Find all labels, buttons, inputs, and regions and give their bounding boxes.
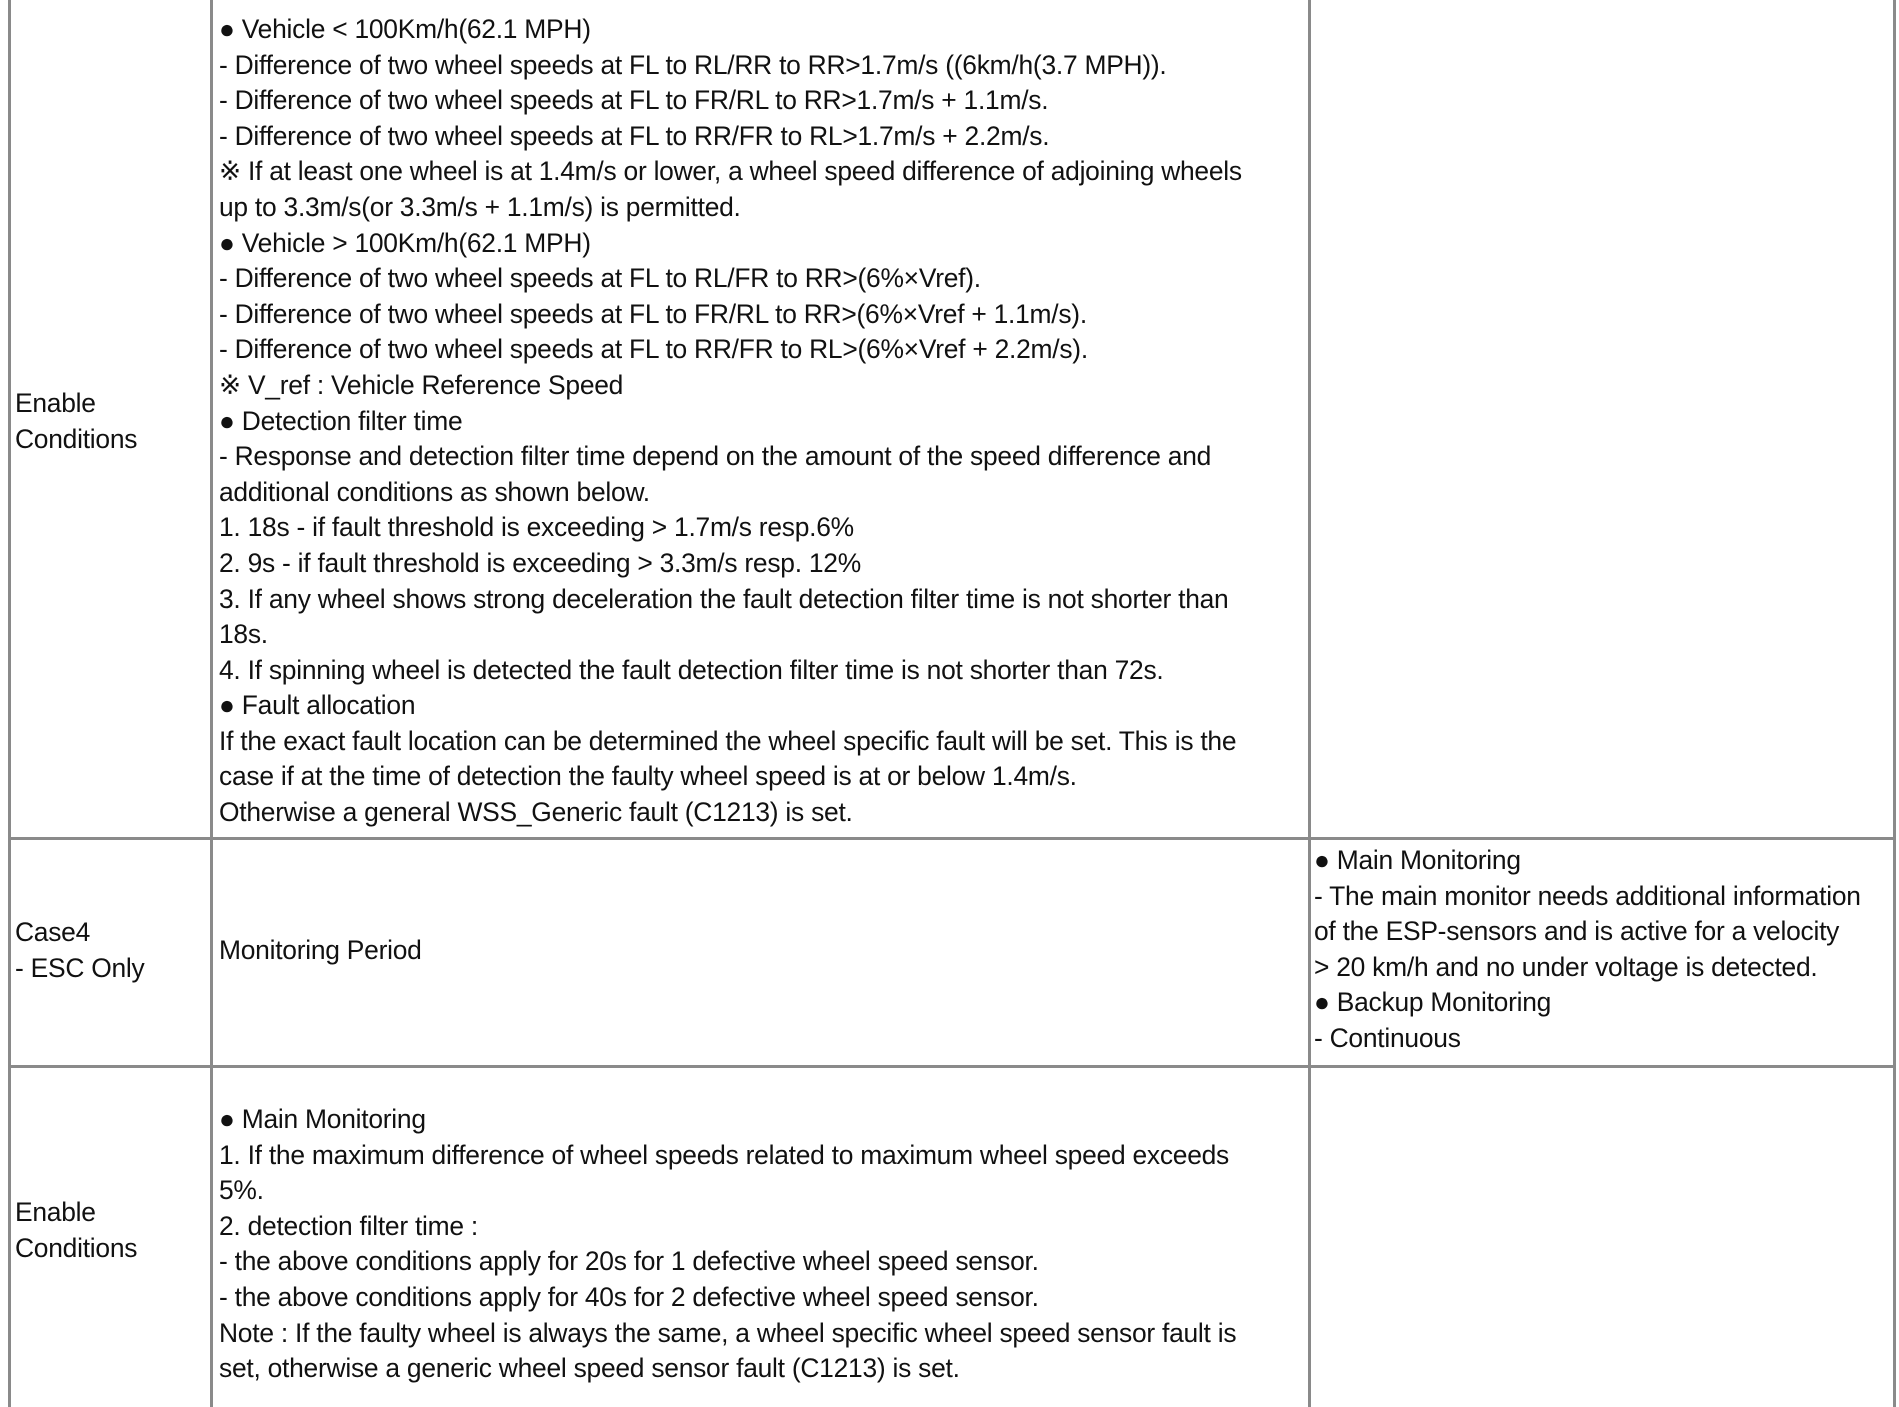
row-1-condition-line: - Response and detection filter time depend on the amount of the speed difference and	[219, 441, 1212, 472]
row-1-conditions-cell	[219, 12, 1242, 831]
row-1-condition-line: ※ V_ref : Vehicle Reference Speed	[219, 369, 624, 400]
row-3-condition-line: Note : If the faulty wheel is always the same, a wheel specific wheel speed sensor fault is	[219, 1317, 1237, 1348]
row-1-condition-line: ● Vehicle > 100Km/h(62.1 MPH)	[219, 227, 591, 258]
column-divider-1	[210, 0, 213, 1407]
row-1-condition-line: Otherwise a general WSS_Generic fault (C1213) is set.	[219, 797, 853, 828]
row-1-condition-line: up to 3.3m/s(or 3.3m/s + 1.1m/s) is permitted.	[219, 191, 741, 222]
row-3-label-line: Enable	[15, 1197, 96, 1227]
row-3-condition-line: 2. detection filter time :	[219, 1210, 478, 1241]
row-2-label-cell	[15, 915, 144, 986]
row-2-monitoring-line: - The main monitor needs additional information	[1314, 880, 1861, 911]
table-border-right	[1893, 0, 1896, 1407]
row-3-label-line: Conditions	[15, 1232, 138, 1263]
row-2-monitoring-cell	[1314, 843, 1861, 1057]
row-2-label-line: - ESC Only	[15, 952, 145, 983]
row-1-condition-line: 3. If any wheel shows strong deceleration the fault detection filter time is not shorter than	[219, 583, 1229, 614]
row-divider-2	[8, 1065, 1896, 1068]
row-1-condition-line: 1. 18s - if fault threshold is exceeding > 1.7m/s resp.6%	[219, 512, 854, 543]
row-1-condition-line: - Difference of two wheel speeds at FL to FR/RL to RR>(6%×Vref + 1.1m/s).	[219, 298, 1087, 329]
row-1-condition-line: - Difference of two wheel speeds at FL to RL/RR to RR>1.7m/s ((6km/h(3.7 MPH)).	[219, 49, 1167, 80]
row-3-condition-line: 5%.	[219, 1175, 264, 1206]
row-3-condition-line: 1. If the maximum difference of wheel speeds related to maximum wheel speed exceeds	[219, 1139, 1229, 1170]
row-3-conditions-cell	[219, 1102, 1236, 1387]
row-1-condition-line: - Difference of two wheel speeds at FL to RL/FR to RR>(6%×Vref).	[219, 263, 981, 294]
row-1-condition-line: ● Vehicle < 100Km/h(62.1 MPH)	[219, 14, 591, 44]
row-1-label-cell	[15, 386, 137, 457]
row-3-label-cell	[15, 1195, 137, 1266]
row-1-condition-line: ● Fault allocation	[219, 690, 416, 721]
row-3-condition-line: set, otherwise a generic wheel speed sensor fault (C1213) is set.	[219, 1353, 960, 1384]
row-2-monitoring-line: - Continuous	[1314, 1022, 1461, 1053]
row-1-label-line: Conditions	[15, 423, 138, 454]
row-2-monitoring-line: > 20 km/h and no under voltage is detected.	[1314, 951, 1818, 982]
row-1-condition-line: - Difference of two wheel speeds at FL to FR/RL to RR>1.7m/s + 1.1m/s.	[219, 85, 1049, 116]
row-3-condition-line: - the above conditions apply for 20s for 1 defective wheel speed sensor.	[219, 1246, 1039, 1277]
row-3-condition-line: ● Main Monitoring	[219, 1104, 426, 1134]
table-border-left	[8, 0, 11, 1407]
row-2-monitoring-line: of the ESP-sensors and is active for a velocity	[1314, 916, 1840, 947]
column-divider-2	[1308, 0, 1311, 1407]
row-1-condition-line: case if at the time of detection the faulty wheel speed is at or below 1.4m/s.	[219, 761, 1077, 792]
row-2-item-cell	[219, 933, 422, 969]
row-1-condition-line: ※ If at least one wheel is at 1.4m/s or lower, a wheel speed difference of adjoining wheels	[219, 156, 1242, 187]
row-1-condition-line: ● Detection filter time	[219, 405, 463, 436]
row-1-label-line: Enable	[15, 388, 96, 418]
row-divider-1	[8, 837, 1896, 840]
row-2-monitoring-line: ● Main Monitoring	[1314, 845, 1521, 875]
row-1-condition-line: - Difference of two wheel speeds at FL to RR/FR to RL>1.7m/s + 2.2m/s.	[219, 120, 1050, 151]
row-3-condition-line: - the above conditions apply for 40s for 2 defective wheel speed sensor.	[219, 1281, 1039, 1312]
row-1-condition-line: - Difference of two wheel speeds at FL to RR/FR to RL>(6%×Vref + 2.2m/s).	[219, 334, 1088, 365]
row-2-label-line: Case4	[15, 917, 91, 947]
row-2-item-line: Monitoring Period	[219, 935, 422, 965]
row-1-condition-line: If the exact fault location can be determined the wheel specific fault will be set. This is the	[219, 725, 1237, 756]
row-2-monitoring-line: ● Backup Monitoring	[1314, 987, 1552, 1018]
row-1-condition-line: 4. If spinning wheel is detected the fault detection filter time is not shorter than 72s.	[219, 654, 1164, 685]
row-1-condition-line: 2. 9s - if fault threshold is exceeding > 3.3m/s resp. 12%	[219, 547, 861, 578]
row-1-condition-line: additional conditions as shown below.	[219, 476, 650, 507]
row-1-condition-line: 18s.	[219, 619, 268, 650]
